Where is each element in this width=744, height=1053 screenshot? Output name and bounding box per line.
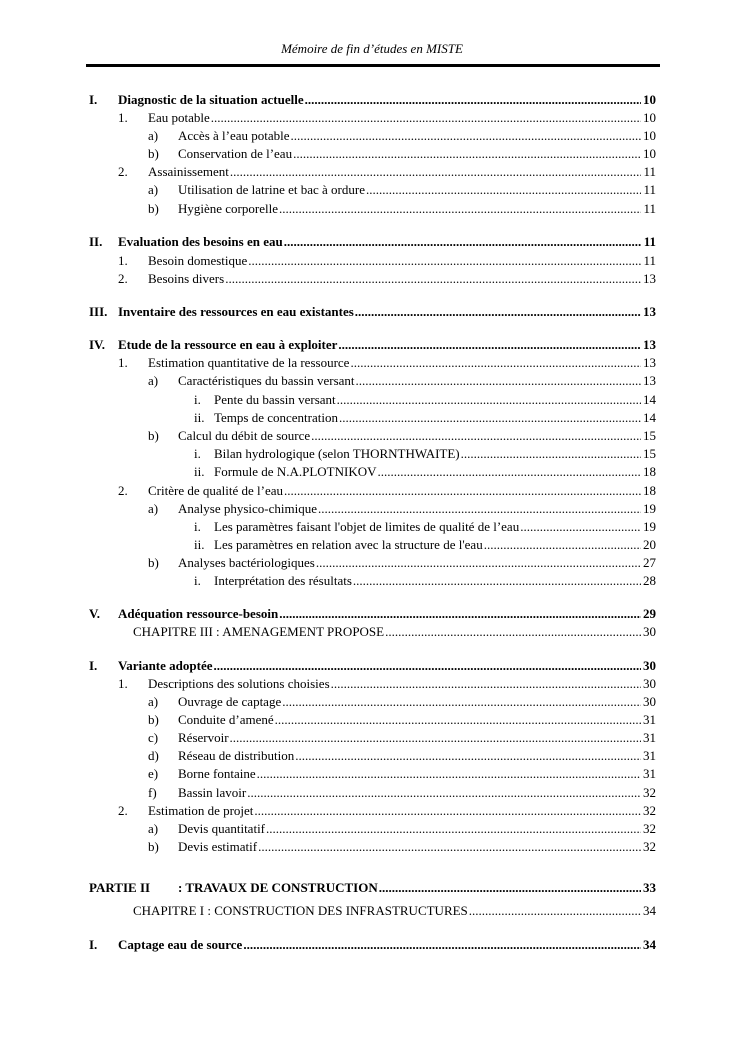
- toc-entry[interactable]: [118, 252, 656, 270]
- toc-entry[interactable]: [89, 879, 656, 897]
- toc-entry-page: 28: [643, 573, 656, 588]
- toc-entry-number: 1.: [118, 253, 128, 268]
- toc-dot-leader: [230, 729, 641, 747]
- toc-entry-number: a): [148, 182, 159, 197]
- toc-entry-page: 30: [643, 658, 656, 673]
- toc-entry-page: 31: [643, 730, 656, 745]
- toc-entry-title: Réseau de distribution: [178, 748, 295, 763]
- toc-entry-title: Caractéristiques du bassin versant: [178, 373, 355, 388]
- toc-entry-title: Devis estimatif: [178, 839, 258, 854]
- toc-entry[interactable]: [89, 605, 656, 623]
- toc-entry-number: 1.: [118, 676, 128, 691]
- toc-dot-leader: [230, 163, 641, 181]
- toc-entry-number: V.: [89, 606, 100, 621]
- toc-entry-title: Estimation quantitative de la ressource: [148, 355, 350, 370]
- toc-entry[interactable]: [118, 270, 656, 288]
- toc-entry-number: a): [148, 373, 159, 388]
- toc-dot-leader: [355, 303, 641, 321]
- toc-entry-title: Assainissement: [148, 164, 229, 179]
- toc-entry-title: Critère de qualité de l’eau: [148, 483, 283, 498]
- toc-entry-page: 11: [643, 201, 656, 216]
- toc-entry-page: 30: [643, 624, 656, 639]
- toc-entry-page: 31: [643, 712, 656, 727]
- toc-entry-title: CHAPITRE III : AMENAGEMENT PROPOSE: [133, 624, 385, 639]
- toc-entry-page: 10: [643, 128, 656, 143]
- toc-dot-leader: [331, 675, 641, 693]
- toc-entry-title: Analyse physico-chimique: [178, 501, 317, 516]
- toc-entry-page: 20: [643, 537, 656, 552]
- toc-entry-title: CHAPITRE I : CONSTRUCTION DES INFRASTRUCTURES: [133, 903, 468, 918]
- toc-entry-number: e): [148, 766, 159, 781]
- toc-entry-page: 13: [643, 373, 656, 388]
- toc-entry[interactable]: [148, 554, 656, 572]
- toc-entry[interactable]: [118, 109, 656, 127]
- toc-dot-leader: [484, 536, 641, 554]
- toc-dot-leader: [284, 482, 641, 500]
- toc-entry[interactable]: [148, 784, 656, 802]
- toc-entry-page: 19: [643, 501, 656, 516]
- toc-entry[interactable]: [148, 181, 656, 199]
- toc-dot-leader: [377, 463, 641, 481]
- toc-entry-page: 27: [643, 555, 656, 570]
- toc-dot-leader: [243, 936, 641, 954]
- toc-dot-leader: [338, 336, 641, 354]
- toc-entry-number: I.: [89, 658, 98, 673]
- toc-entry-number: i.: [194, 392, 201, 407]
- toc-entry-page: 15: [643, 428, 656, 443]
- toc-entry-page: 32: [643, 839, 656, 854]
- toc-dot-leader: [293, 145, 641, 163]
- toc-dot-leader: [282, 693, 641, 711]
- toc-entry[interactable]: [194, 463, 656, 481]
- toc-entry-title: Variante adoptée: [118, 658, 213, 673]
- toc-entry-title: Analyses bactériologiques: [178, 555, 315, 570]
- toc-entry-page: 11: [643, 253, 656, 268]
- toc-entry-number: I.: [89, 92, 98, 107]
- toc-entry-page: 15: [643, 446, 656, 461]
- toc-entry[interactable]: [89, 91, 656, 109]
- toc-dot-leader: [275, 711, 641, 729]
- toc-entry[interactable]: [118, 163, 656, 181]
- toc-entry-title: Pente du bassin versant: [214, 392, 336, 407]
- toc-entry[interactable]: [89, 233, 656, 251]
- toc-entry[interactable]: [89, 336, 656, 354]
- toc-dot-leader: [366, 181, 641, 199]
- toc-entry-title: Evaluation des besoins en eau: [118, 234, 283, 249]
- toc-entry[interactable]: [148, 747, 656, 765]
- toc-entry-number: c): [148, 730, 159, 745]
- toc-entry-page: 32: [643, 821, 656, 836]
- toc-entry-number: II.: [89, 234, 103, 249]
- toc-entry-page: 29: [643, 606, 656, 621]
- toc-entry[interactable]: [118, 354, 656, 372]
- toc-dot-leader: [339, 409, 641, 427]
- toc-entry[interactable]: [194, 518, 656, 536]
- toc-dot-leader: [211, 109, 641, 127]
- toc-entry-title: Bilan hydrologique (selon THORNTHWAITE): [214, 446, 460, 461]
- toc-entry-title: Accès à l’eau potable: [178, 128, 290, 143]
- toc-entry[interactable]: [118, 482, 656, 500]
- toc-entry-page: 19: [643, 519, 656, 534]
- toc-entry-title: Besoins divers: [148, 271, 225, 286]
- toc-entry-title: Conservation de l’eau: [178, 146, 293, 161]
- toc-entry-title: Réservoir: [178, 730, 229, 745]
- toc-entry[interactable]: [148, 693, 656, 711]
- toc-dot-leader: [520, 518, 641, 536]
- toc-entry-title: Borne fontaine: [178, 766, 256, 781]
- toc-dot-leader: [225, 270, 641, 288]
- toc-entry-title: Estimation de projet: [148, 803, 254, 818]
- toc-entry-title: Conduite d’amené: [178, 712, 274, 727]
- toc-entry[interactable]: [194, 572, 656, 590]
- toc-entry-title: Les paramètres faisant l'objet de limites de qualité de l’eau: [214, 519, 520, 534]
- toc-dot-leader: [469, 902, 641, 920]
- toc-entry-title: Utilisation de latrine et bac à ordure: [178, 182, 365, 197]
- toc-entry-number: ii.: [194, 537, 205, 552]
- toc-entry-page: 13: [643, 304, 656, 319]
- toc-entry-page: 14: [643, 410, 656, 425]
- toc-entry-title: Besoin domestique: [148, 253, 248, 268]
- toc-entry-title: Etude de la ressource en eau à exploiter: [118, 337, 338, 352]
- toc-entry-title: Formule de N.A.PLOTNIKOV: [214, 464, 377, 479]
- toc-entry-page: 30: [643, 676, 656, 691]
- toc-entry-title: Les paramètres en relation avec la structure de l'eau: [214, 537, 483, 552]
- toc-entry-page: 18: [643, 483, 656, 498]
- toc-entry-page: 10: [643, 146, 656, 161]
- toc-entry-number: b): [148, 712, 159, 727]
- toc-entry-number: b): [148, 555, 159, 570]
- toc-entry-number: f): [148, 785, 157, 800]
- toc-entry-title: Interprétation des résultats: [214, 573, 352, 588]
- toc-entry[interactable]: [148, 145, 656, 163]
- toc-entry-number: b): [148, 146, 159, 161]
- toc-entry[interactable]: [118, 675, 656, 693]
- toc-dot-leader: [350, 354, 641, 372]
- toc-entry-page: 34: [643, 903, 656, 918]
- toc-entry[interactable]: [148, 765, 656, 783]
- toc-entry[interactable]: [194, 445, 656, 463]
- toc-entry-page: 10: [643, 92, 656, 107]
- toc-entry-number: 1.: [118, 355, 128, 370]
- toc-entry[interactable]: [148, 500, 656, 518]
- toc-dot-leader: [279, 200, 641, 218]
- toc-entry-number: a): [148, 694, 159, 709]
- toc-dot-leader: [305, 91, 641, 109]
- toc-entry-page: 31: [643, 748, 656, 763]
- toc-entry[interactable]: [148, 372, 656, 390]
- toc-dot-leader: [353, 572, 641, 590]
- toc-entry-number: b): [148, 839, 159, 854]
- toc-dot-leader: [356, 372, 641, 390]
- toc-entry[interactable]: [148, 838, 656, 856]
- toc-entry-number: a): [148, 821, 159, 836]
- toc-dot-leader: [295, 747, 641, 765]
- toc-entry-title: Adéquation ressource-besoin: [118, 606, 279, 621]
- toc-entry-number: PARTIE II: [89, 880, 151, 895]
- toc-dot-leader: [257, 765, 641, 783]
- toc-entry-number: 1.: [118, 110, 128, 125]
- toc-entry-page: 34: [643, 937, 656, 952]
- toc-entry-title: Temps de concentration: [214, 410, 338, 425]
- toc-entry-number: I.: [89, 937, 98, 952]
- toc-entry-page: 32: [643, 785, 656, 800]
- toc-entry[interactable]: [148, 200, 656, 218]
- toc-entry-page: 14: [643, 392, 656, 407]
- toc-dot-leader: [311, 427, 641, 445]
- toc-entry-page: 11: [643, 182, 656, 197]
- toc-entry[interactable]: [148, 820, 656, 838]
- toc-entry[interactable]: [89, 303, 656, 321]
- toc-entry-page: 32: [643, 803, 656, 818]
- page-header: Mémoire de fin d’études en MISTE: [281, 41, 463, 56]
- toc-entry-number: ii.: [194, 464, 205, 479]
- toc-dot-leader: [284, 233, 641, 251]
- toc-entry-number: b): [148, 428, 159, 443]
- toc-entry-number: 2.: [118, 271, 128, 286]
- toc-dot-leader: [258, 838, 641, 856]
- toc-entry-number: III.: [89, 304, 108, 319]
- toc-entry-title: Ouvrage de captage: [178, 694, 282, 709]
- toc-entry-number: i.: [194, 519, 201, 534]
- toc-dot-leader: [379, 879, 641, 897]
- toc-entry[interactable]: [133, 902, 656, 920]
- toc-entry-page: 31: [643, 766, 656, 781]
- toc-entry-title: Captage eau de source: [118, 937, 243, 952]
- toc-entry[interactable]: [133, 623, 656, 641]
- toc-dot-leader: [266, 820, 641, 838]
- toc-entry-page: 13: [643, 337, 656, 352]
- toc-entry-number: 2.: [118, 483, 128, 498]
- toc-entry-title: Hygiène corporelle: [178, 201, 278, 216]
- toc-entry[interactable]: [194, 536, 656, 554]
- toc-entry[interactable]: [148, 711, 656, 729]
- toc-entry-number: 2.: [118, 803, 128, 818]
- toc-dot-leader: [318, 500, 641, 518]
- toc-entry[interactable]: [118, 802, 656, 820]
- toc-dot-leader: [214, 657, 642, 675]
- toc-dot-leader: [248, 252, 641, 270]
- toc-entry-title: Inventaire des ressources en eau existantes: [118, 304, 354, 319]
- toc-entry-page: 13: [643, 271, 656, 286]
- toc-entry-page: 11: [643, 164, 656, 179]
- toc-dot-leader: [385, 623, 641, 641]
- toc-dot-leader: [279, 605, 641, 623]
- toc-entry-number: ii.: [194, 410, 205, 425]
- toc-entry-page: 33: [643, 880, 656, 895]
- toc-entry-number: a): [148, 128, 159, 143]
- toc-dot-leader: [316, 554, 641, 572]
- toc-entry-title: : TRAVAUX DE CONSTRUCTION: [178, 880, 378, 895]
- toc-entry-title: Calcul du débit de source: [178, 428, 311, 443]
- toc-entry[interactable]: [148, 427, 656, 445]
- toc-dot-leader: [254, 802, 641, 820]
- toc-dot-leader: [337, 391, 641, 409]
- toc-entry-title: Diagnostic de la situation actuelle: [118, 92, 304, 107]
- toc-entry-title: Devis quantitatif: [178, 821, 266, 836]
- toc-entry-page: 11: [643, 234, 656, 249]
- toc-entry[interactable]: [194, 391, 656, 409]
- toc-entry[interactable]: [148, 127, 656, 145]
- toc-entry-title: Bassin lavoir: [178, 785, 247, 800]
- toc-entry-page: 10: [643, 110, 656, 125]
- toc-entry[interactable]: [148, 729, 656, 747]
- toc-entry-page: 30: [643, 694, 656, 709]
- toc-entry-page: 18: [643, 464, 656, 479]
- toc-entry-number: b): [148, 201, 159, 216]
- toc-entry[interactable]: [194, 409, 656, 427]
- toc-entry-page: 13: [643, 355, 656, 370]
- toc-dot-leader: [247, 784, 641, 802]
- toc-entry-number: a): [148, 501, 159, 516]
- toc-entry-number: IV.: [89, 337, 106, 352]
- toc-entry-number: i.: [194, 446, 201, 461]
- toc-entry-number: i.: [194, 573, 201, 588]
- toc-dot-leader: [461, 445, 641, 463]
- toc-dot-leader: [291, 127, 641, 145]
- toc-entry-number: 2.: [118, 164, 128, 179]
- toc-entry[interactable]: [89, 657, 656, 675]
- toc-entry-title: Descriptions des solutions choisies: [148, 676, 330, 691]
- toc-entry-title: Eau potable: [148, 110, 210, 125]
- toc-entry-number: d): [148, 748, 159, 763]
- toc-entry[interactable]: [89, 936, 656, 954]
